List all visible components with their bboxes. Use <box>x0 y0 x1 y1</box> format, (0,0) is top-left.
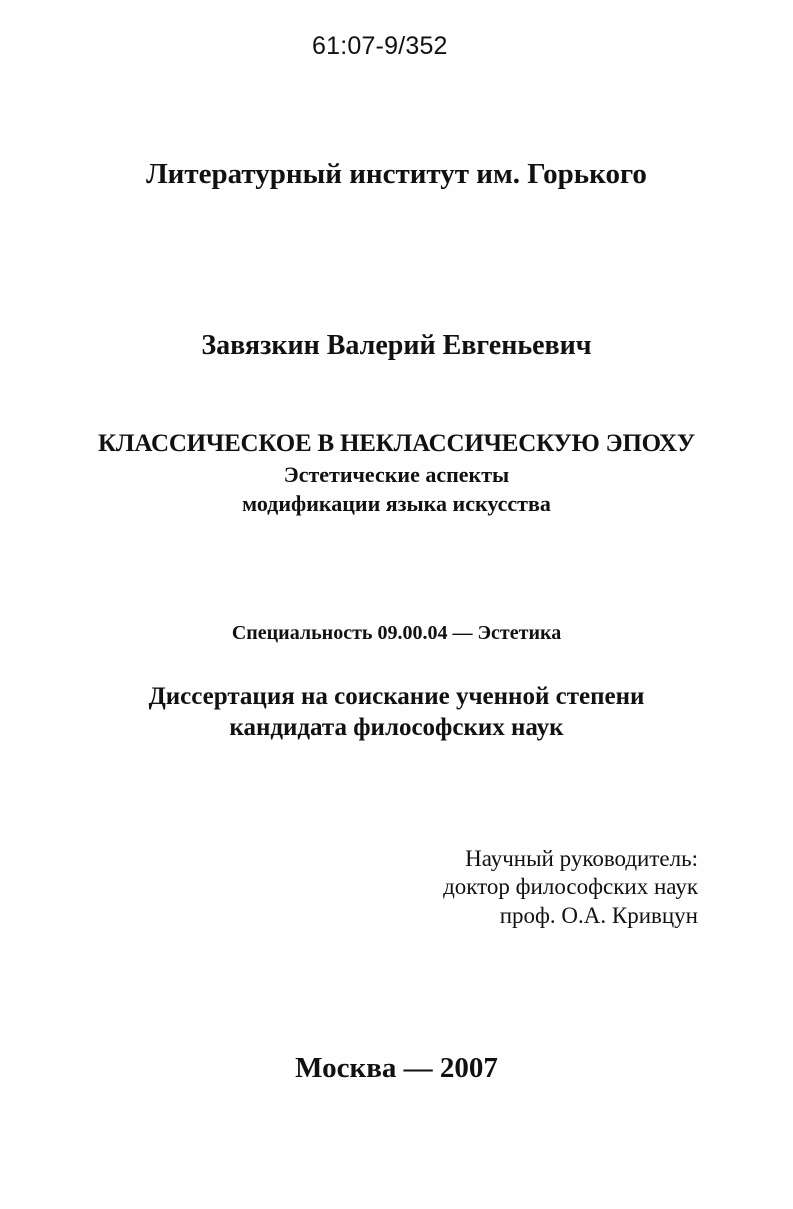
dissertation-title: КЛАССИЧЕСКОЕ В НЕКЛАССИЧЕСКУЮ ЭПОХУ <box>98 430 695 457</box>
supervisor-name: проф. О.А. Кривцун <box>499 903 698 928</box>
archive-code: 61:07-9/352 <box>312 32 448 60</box>
degree-line-2: кандидата философских наук <box>229 714 564 741</box>
degree-line-1: Диссертация на соискание ученной степени <box>148 683 645 710</box>
specialty: Специальность 09.00.04 — Эстетика <box>231 622 562 644</box>
supervisor-heading: Научный руководитель: <box>465 846 698 871</box>
supervisor-degree: доктор философских наук <box>443 874 698 899</box>
city-year: Москва — 2007 <box>295 1052 498 1084</box>
dissertation-subtitle-line-1: Эстетические аспекты <box>283 462 510 487</box>
institute-name: Литературный институт им. Горького <box>146 158 647 190</box>
dissertation-subtitle-line-2: модификации языка искусства <box>242 491 551 516</box>
author-name: Завязкин Валерий Евгеньевич <box>201 330 592 361</box>
